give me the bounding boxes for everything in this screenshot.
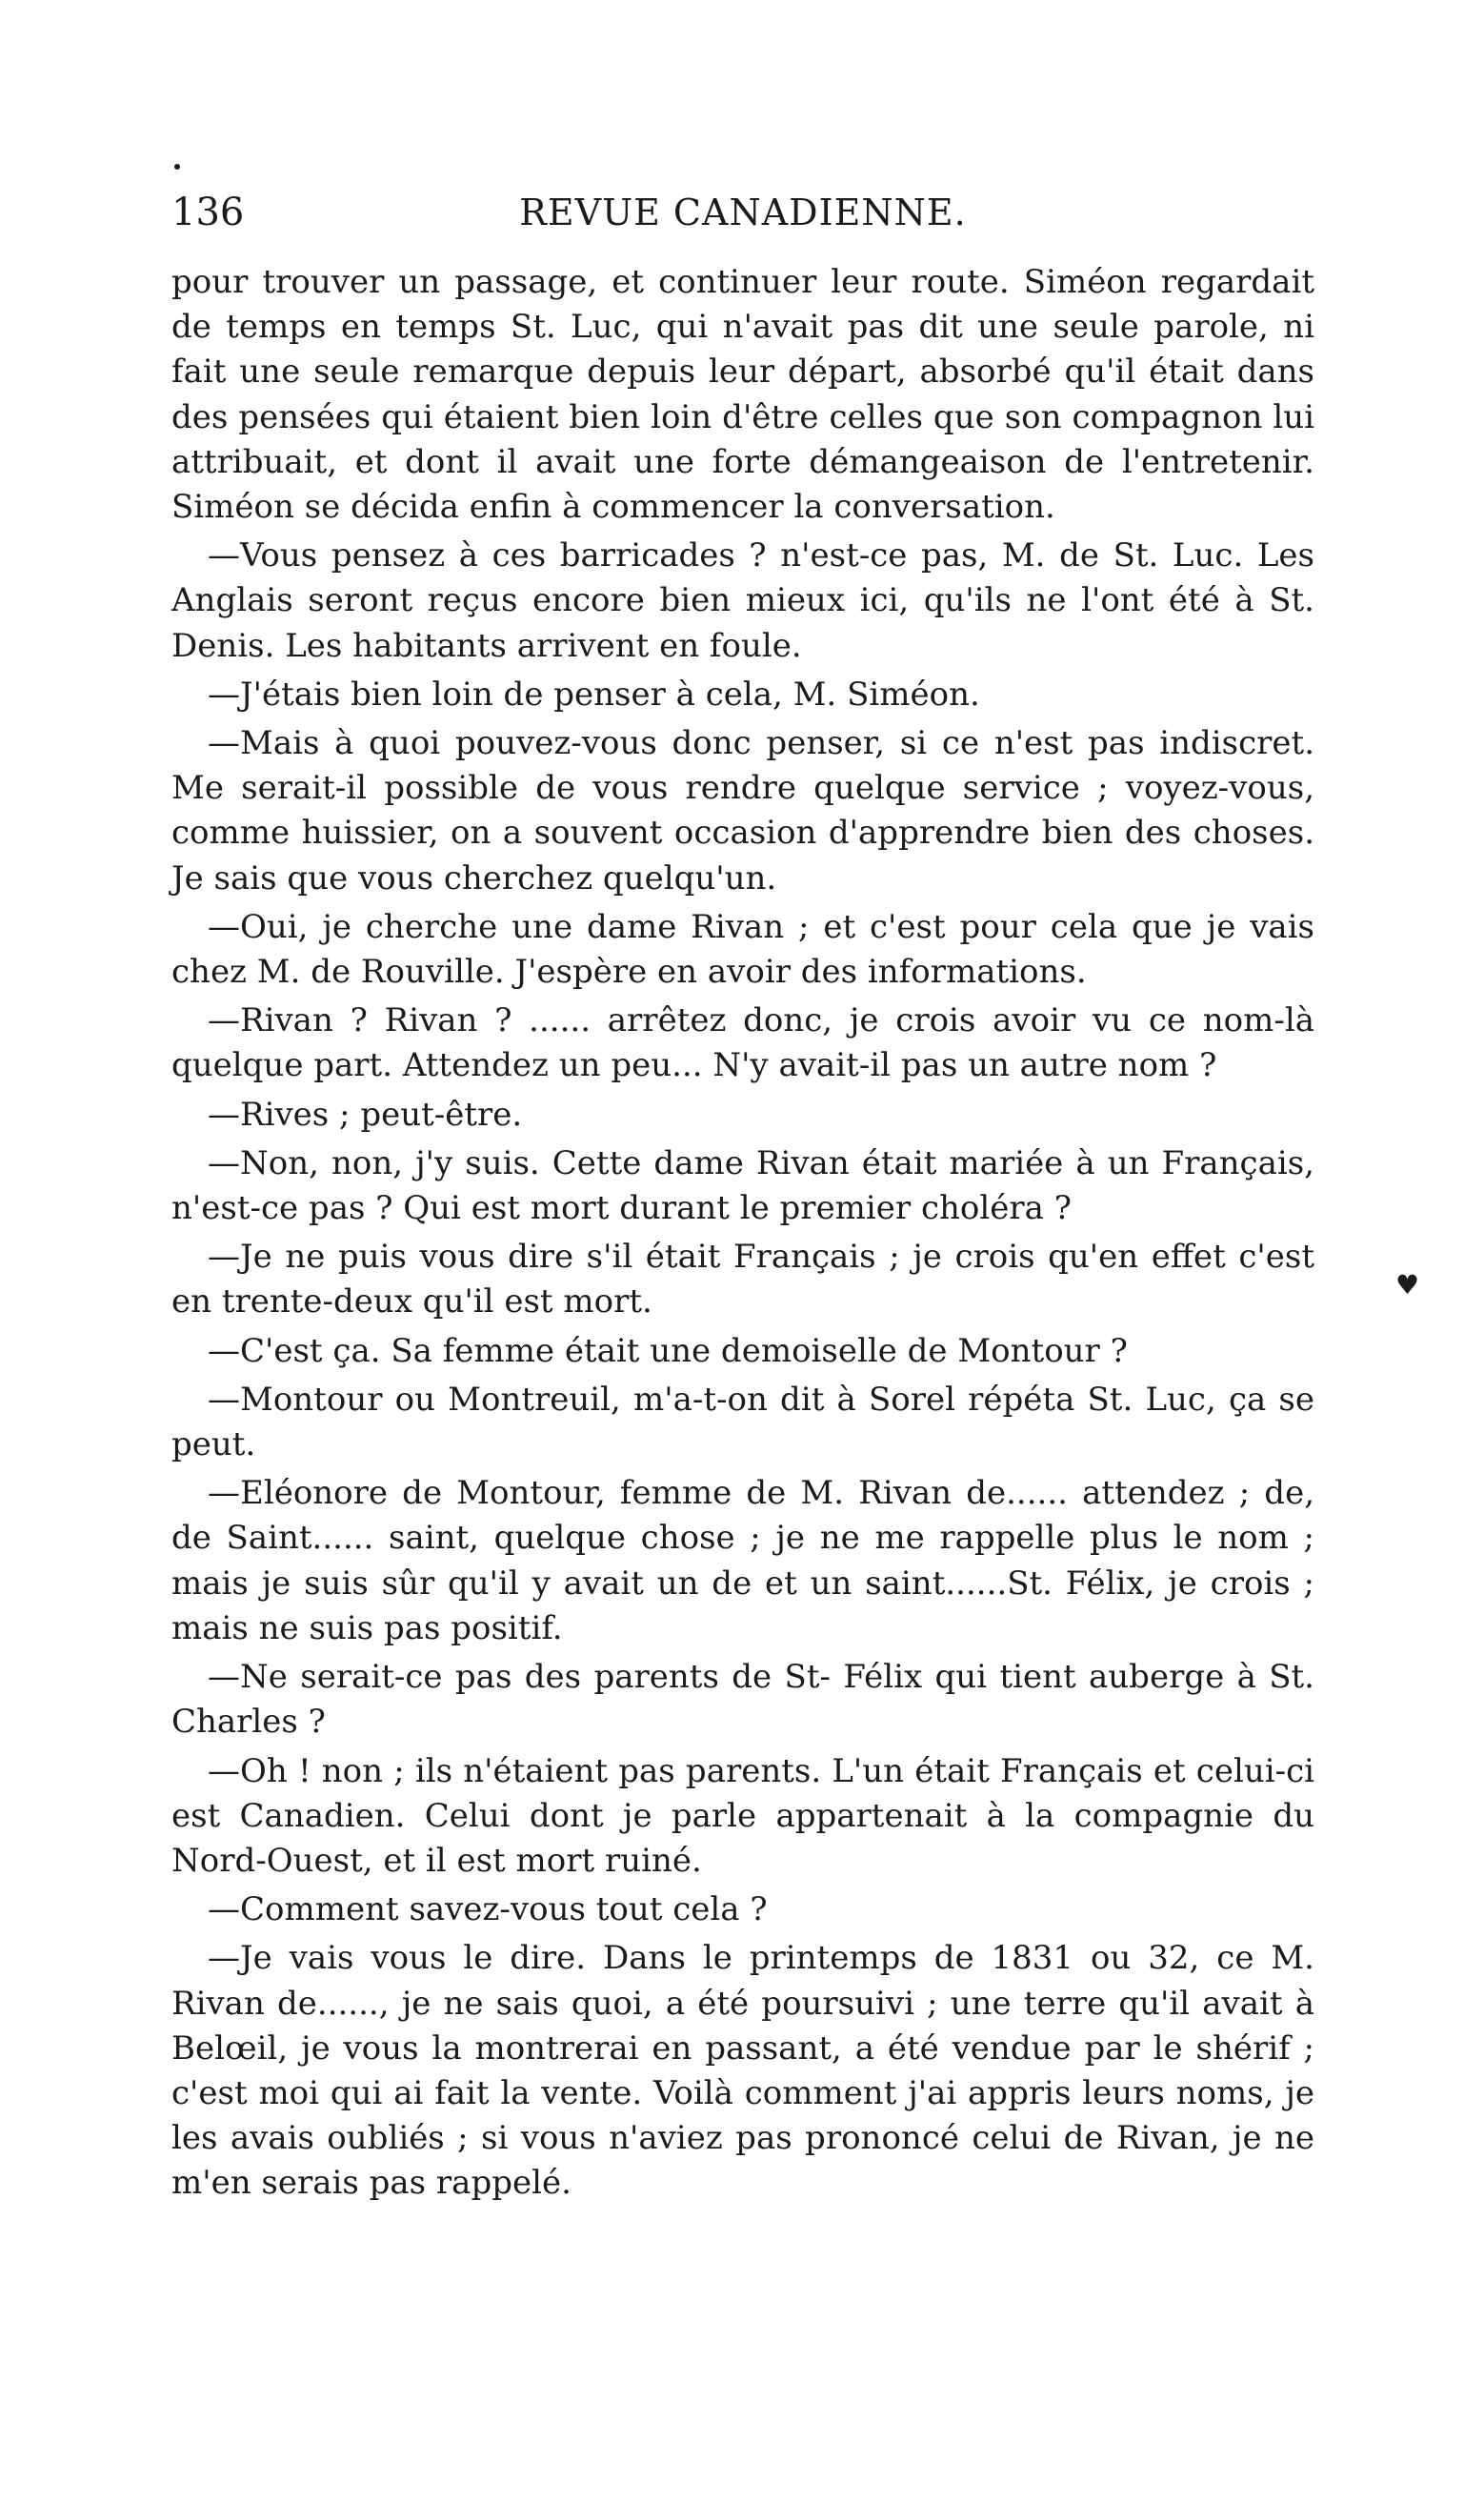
paragraph: —Ne serait-ce pas des parents de St- Félix qui tient auberge à St. Charles ?: [171, 1658, 1314, 1742]
paragraph: —Je ne puis vous dire s'il était Français ; je crois qu'en effet c'est en trente-deux qu'il est mort.: [171, 1238, 1314, 1322]
paragraph: —Mais à quoi pouvez-vous donc penser, si ce n'est pas indiscret. Me serait-il possible de vous rendre quelque service ; voyez-vous, comme huissier, on a souvent occasion d'apprendre bien des choses. Je sais que vous cherchez quelqu'un.: [171, 724, 1314, 898]
page-header: [171, 186, 1314, 239]
paragraph: —Rives ; peut-être.: [208, 1095, 523, 1134]
paragraph: —Montour ou Montreuil, m'a-t-on dit à Sorel répéta St. Luc, ça se peut.: [171, 1380, 1314, 1464]
paragraph: —Vous pensez à ces barricades ? n'est-ce pas, M. de St. Luc. Les Anglais seront reçus encore bien mieux ici, qu'ils ne l'ont été à St. Denis. Les habitants arrivent en foule.: [171, 536, 1314, 665]
page-number: 136: [171, 191, 245, 234]
paragraph: —Non, non, j'y suis. Cette dame Rivan était mariée à un Français, n'est-ce pas ? Qui est mort durant le premier choléra ?: [171, 1143, 1314, 1228]
paragraph: —Eléonore de Montour, femme de M. Rivan de...... attendez ; de, de Saint...... saint, quelque chose ; je ne me rappelle plus le nom ; mais je suis sûr qu'il y avait un de et un saint......St. Félix, je crois ; mais ne suis pas positif.: [171, 1474, 1314, 1647]
paragraph: —Rivan ? Rivan ? ...... arrêtez donc, je crois avoir vu ce nom-là quelque part. Attendez un peu... N'y avait-il pas un autre nom ?: [171, 1001, 1314, 1085]
margin-mark-icon: ♥: [1395, 1269, 1420, 1301]
paragraph: —Je vais vous le dire. Dans le printemps de 1831 ou 32, ce M. Rivan de......, je ne sais quoi, a été poursuivi ; une terre qu'il avait à Belœil, je vous la montrerai en passant, a été vendue par le shérif ; c'est moi qui ai fait la vente. Voilà comment j'ai appris leurs noms, je les avais oubliés ; si vous n'aviez pas prononcé celui de Rivan, je ne m'en serais pas rappelé.: [171, 1939, 1314, 2203]
running-title: REVUE CANADIENNE.: [519, 192, 967, 233]
paragraph: —Oui, je cherche une dame Rivan ; et c'est pour cela que je vais chez M. de Rouville. J'espère en avoir des informations.: [171, 907, 1314, 992]
paragraph: —C'est ça. Sa femme était une demoiselle de Montour ?: [208, 1331, 1128, 1370]
ink-speck: [174, 164, 180, 170]
paragraph: —Comment savez-vous tout cela ?: [208, 1890, 768, 1929]
paragraph: —J'étais bien loin de penser à cela, M. Siméon.: [208, 675, 980, 714]
paragraph: —Oh ! non ; ils n'étaient pas parents. L'un était Français et celui-ci est Canadien. Celui dont je parle appartenait à la compagnie du Nord-Ouest, et il est mort ruiné.: [171, 1751, 1314, 1880]
paragraph: pour trouver un passage, et continuer leur route. Siméon regardait de temps en temps St. Luc, qui n'avait pas dit une seule parole, ni fait une seule remarque depuis leur départ, absorbé qu'il était dans des pensées qui étaient bien loin d'être celles que son compagnon lui attribuait, et dont il avait une forte démangeaison de l'entretenir. Siméon se décida enfin à commencer la conversation.: [171, 263, 1314, 527]
document-page: [171, 186, 1314, 2207]
body-text: [171, 260, 1314, 2207]
